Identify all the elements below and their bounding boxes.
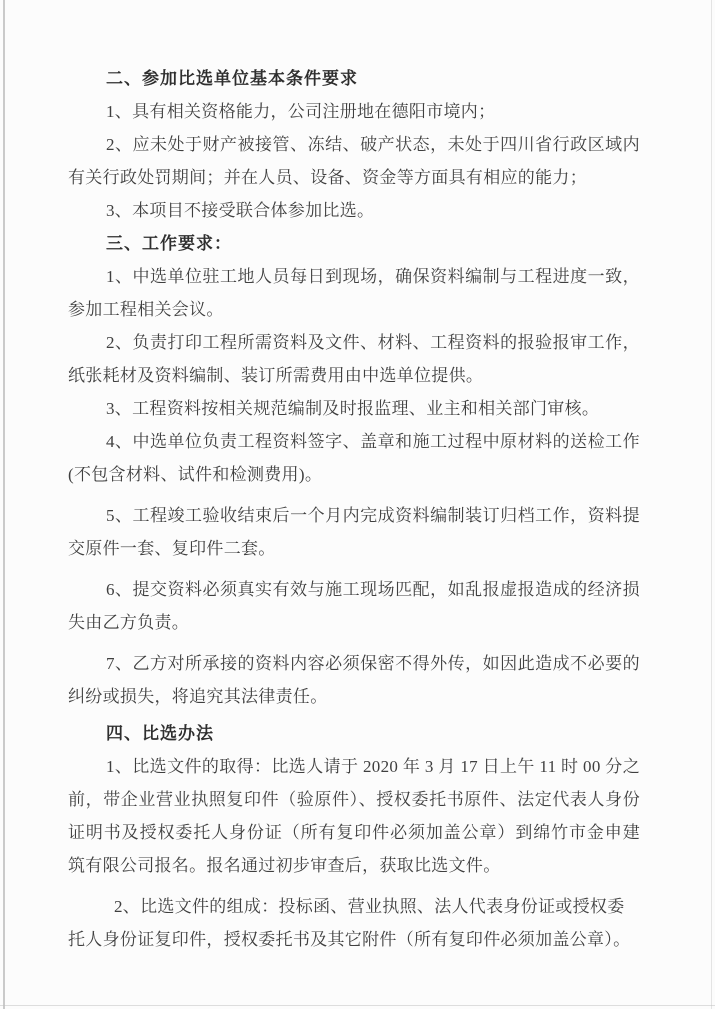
text-line: 参加工程相关会议。 xyxy=(68,300,224,319)
text-line: 证明书及授权委托人身份证（所有复印件必须加盖公章）到绵竹市金申建 xyxy=(68,823,640,842)
text-line: 有关行政处罚期间；并在人员、设备、资金等方面具有相应的能力； xyxy=(68,168,587,187)
text-line: 6、提交资料必须真实有效与施工现场匹配，如乱报虚报造成的经济损 xyxy=(106,580,640,599)
text-line: 筑有限公司报名。报名通过初步审查后，获取比选文件。 xyxy=(68,856,501,875)
text-line: 交原件一套、复印件二套。 xyxy=(68,539,276,558)
text-line: 7、乙方对所承接的资料内容必须保密不得外传，如因此造成不必要的 xyxy=(106,654,640,673)
scan-edge-right xyxy=(711,0,712,1009)
text-line: 3、工程资料按相关规范编制及时报监理、业主和相关部门审核。 xyxy=(106,399,600,418)
scan-edge-bottom xyxy=(0,1005,715,1006)
text-line: 1、中选单位驻工地人员每日到现场，确保资料编制与工程进度一致， xyxy=(106,267,640,286)
text-line: 2、应未处于财产被接管、冻结、破产状态，未处于四川省行政区域内 xyxy=(106,135,640,154)
text-line: 纸张耗材及资料编制、装订所需费用由中选单位提供。 xyxy=(68,366,484,385)
section-heading: 二、参加比选单位基本条件要求 xyxy=(106,69,358,88)
text-line: 2、比选文件的组成：投标函、营业执照、法人代表身份证或授权委 xyxy=(114,897,625,916)
document-body xyxy=(68,62,640,956)
text-line: 失由乙方负责。 xyxy=(68,613,190,632)
text-line: 1、比选文件的取得：比选人请于 2020 年 3 月 17 日上午 11 时 00 分之 xyxy=(106,757,640,776)
text-line: 4、中选单位负责工程资料签字、盖章和施工过程中原材料的送检工作 xyxy=(106,432,640,451)
section-heading: 三、工作要求： xyxy=(106,234,232,253)
text-line: 纠纷或损失，将追究其法律责任。 xyxy=(68,687,328,706)
scan-edge-left xyxy=(3,0,5,1009)
text-line: 托人身份证复印件，授权委托书及其它附件（所有复印件必须加盖公章）。 xyxy=(68,930,631,949)
text-line: (不包含材料、试件和检测费用)。 xyxy=(68,465,323,484)
text-line: 1、具有相关资格能力，公司注册地在德阳市境内； xyxy=(106,102,496,121)
text-line: 2、负责打印工程所需资料及文件、材料、工程资料的报验报审工作， xyxy=(106,333,640,352)
text-line: 3、本项目不接受联合体参加比选。 xyxy=(106,201,375,220)
section-heading: 四、比选办法 xyxy=(106,724,214,743)
text-line: 前，带企业营业执照复印件（验原件）、授权委托书原件、法定代表人身份 xyxy=(68,790,640,809)
text-line: 5、工程竣工验收结束后一个月内完成资料编制装订归档工作，资料提 xyxy=(106,506,640,525)
